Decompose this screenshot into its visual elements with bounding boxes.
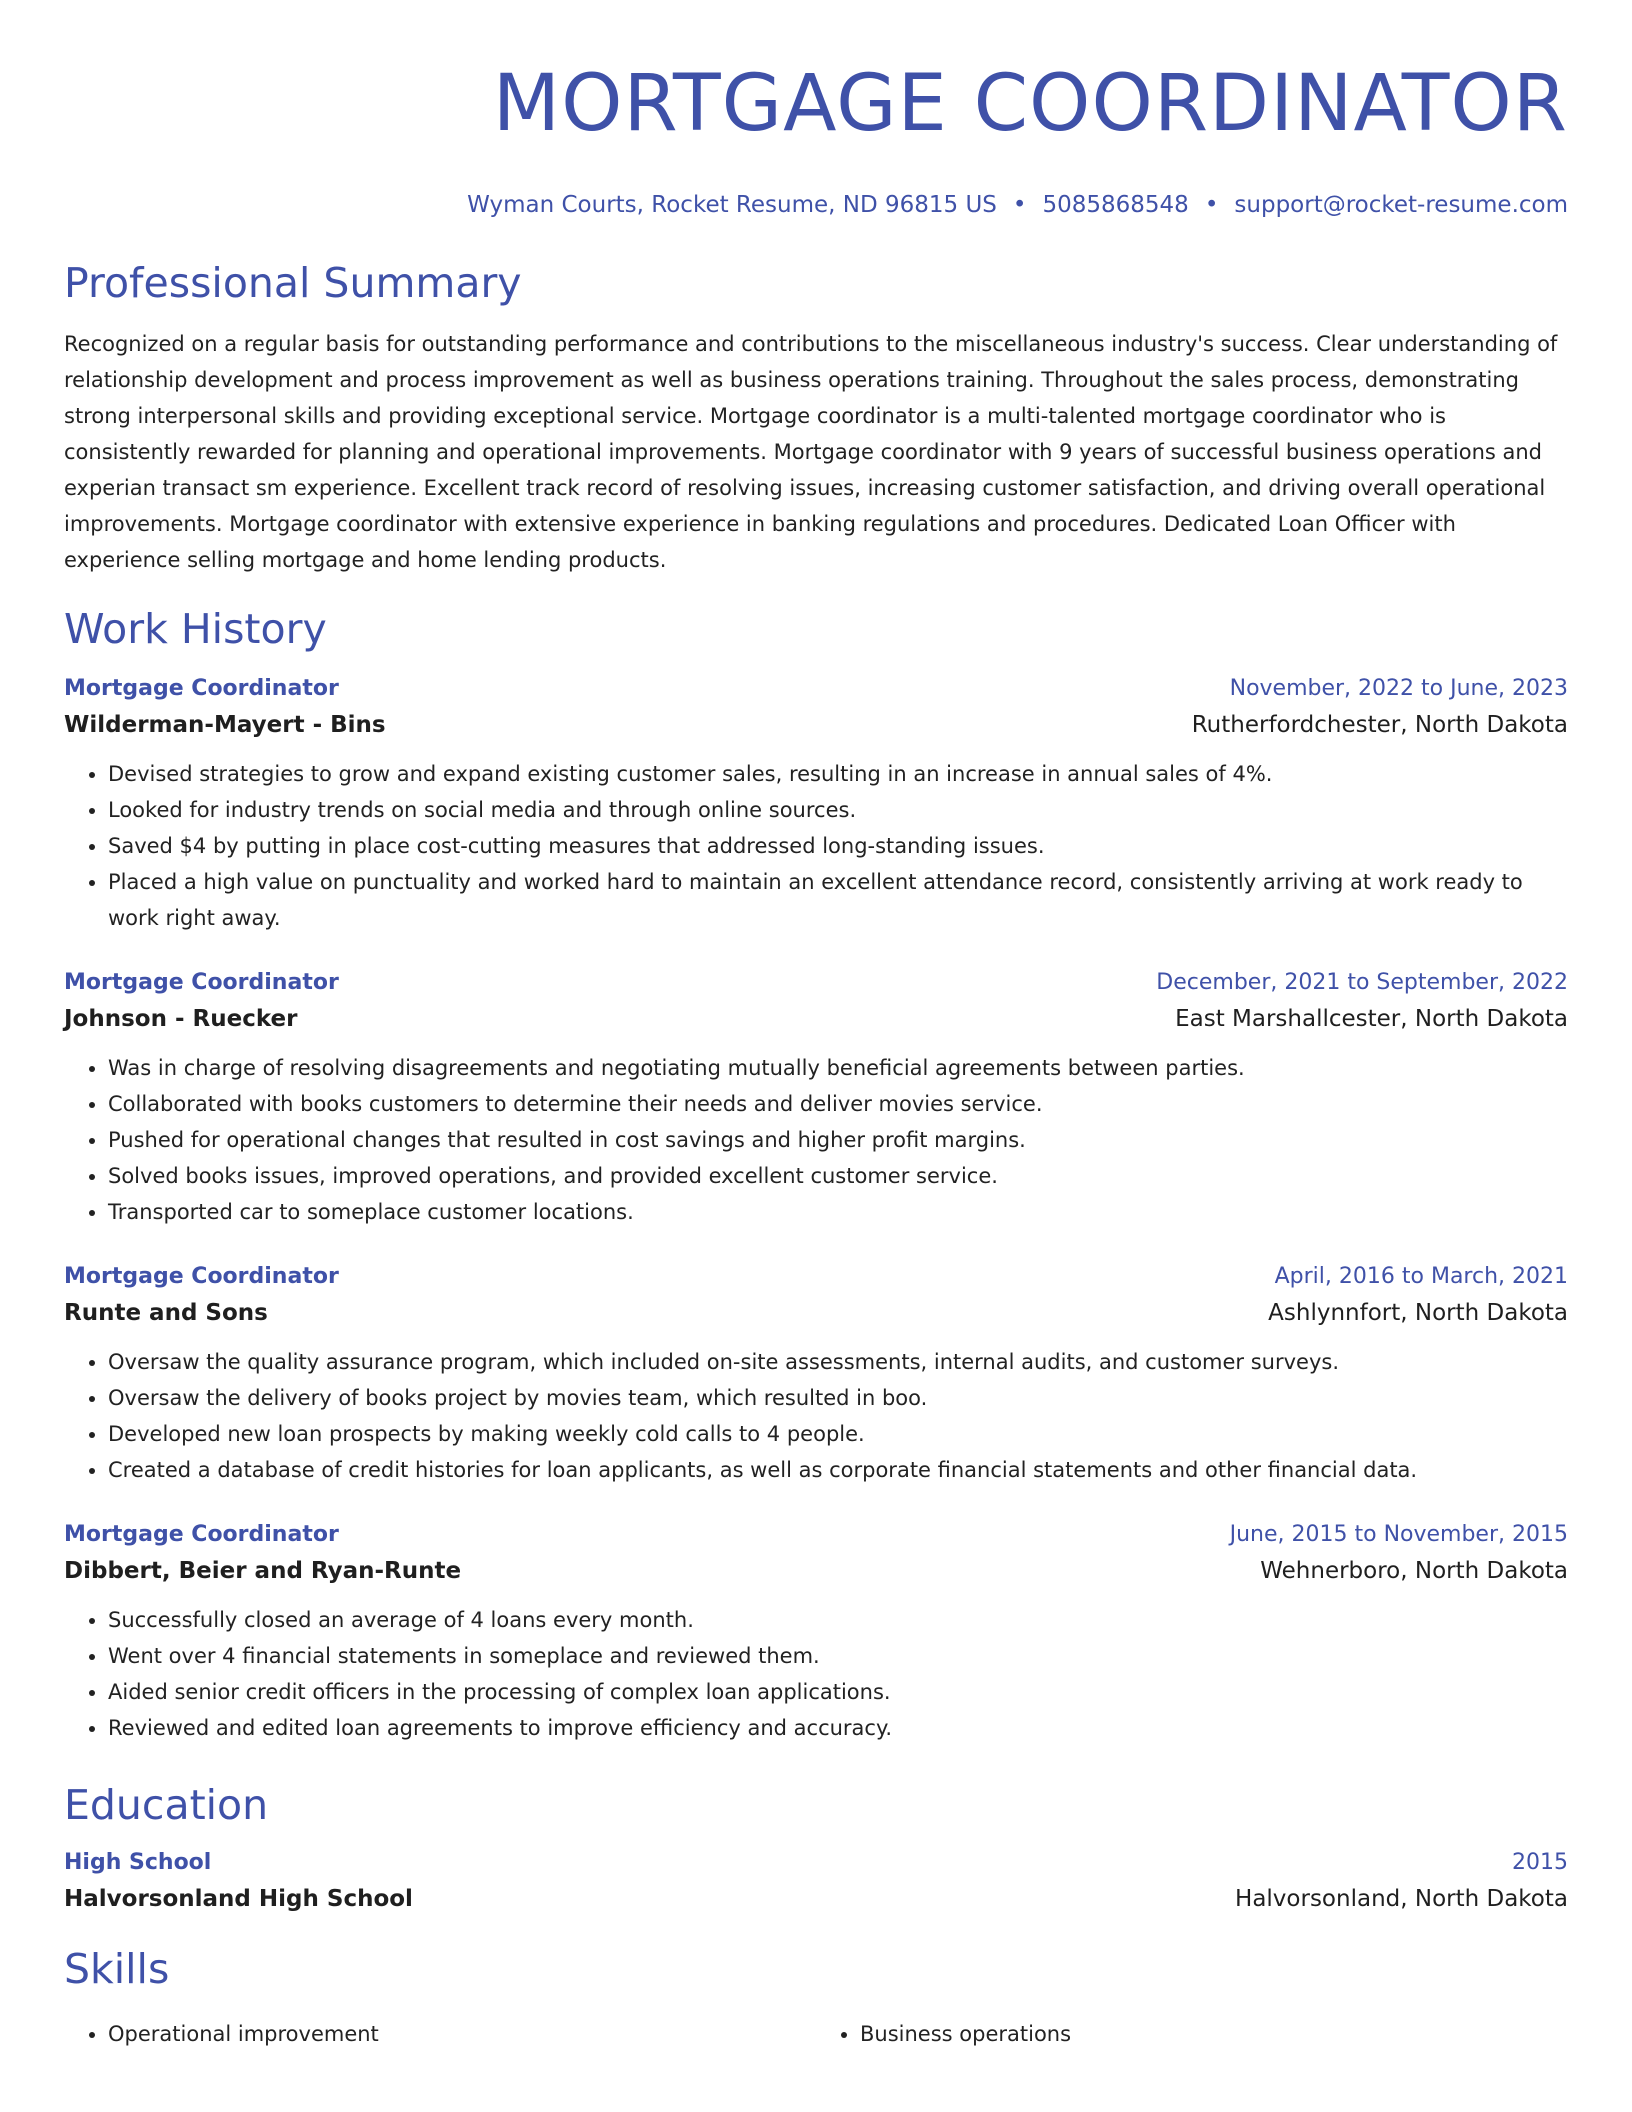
skills-column-left [64,2016,816,2052]
job-location: Wehnerboro, North Dakota [1260,1558,1568,1584]
education-heading: Education [64,1781,269,1829]
contact-email: support@rocket-resume.com [1234,192,1568,218]
job-bullet: • Collaborated with books customers to determine their needs and deliver movies service. [108,1086,1568,1122]
resume-header [64,0,1568,220]
job-bullet: • Went over 4 financial statements in someplace and reviewed them. [108,1638,1568,1674]
job-dates: June, 2015 to November, 2015 [1229,1522,1568,1547]
job-company: Johnson - Ruecker [64,1006,298,1032]
job-role: Mortgage Coordinator [64,1264,339,1289]
education-location: Halvorsonland, North Dakota [1235,1886,1568,1912]
education-year: 2015 [1512,1850,1568,1875]
job-entry [64,672,1568,936]
job-bullet: • Placed a high value on punctuality and worked hard to maintain an excellent attendance record, consistently arriving at work ready to work right away. [108,864,1568,936]
job-bullet: • Saved $4 by putting in place cost-cutting measures that addressed long-standing issues. [108,828,1568,864]
contact-separator: • [1204,192,1219,218]
contact-address: Wyman Courts, Rocket Resume, ND 96815 US [467,192,997,218]
job-location: East Marshallcester, North Dakota [1175,1006,1568,1032]
contact-separator: • [1012,192,1027,218]
job-dates: November, 2022 to June, 2023 [1229,676,1568,701]
job-bullet: • Devised strategies to grow and expand existing customer sales, resulting in an increase in annual sales of 4%. [108,756,1568,792]
job-company: Dibbert, Beier and Ryan-Runte [64,1558,462,1584]
job-bullet: • Was in charge of resolving disagreements and negotiating mutually beneficial agreements between parties. [108,1050,1568,1086]
job-entry [64,1518,1568,1746]
education-school: Halvorsonland High School [64,1886,413,1912]
job-role: Mortgage Coordinator [64,1522,339,1547]
job-bullets [64,756,1568,936]
job-bullet: • Solved books issues, improved operations, and provided excellent customer service. [108,1158,1568,1194]
job-location: Ashlynnfort, North Dakota [1268,1300,1568,1326]
job-title-heading: MORTGAGE COORDINATOR [492,59,1568,149]
education-degree: High School [64,1850,212,1875]
job-bullet: • Oversaw the delivery of books project by movies team, which resulted in boo. [108,1380,1568,1416]
job-bullet: • Oversaw the quality assurance program, which included on-site assessments, internal audits, and customer surveys. [108,1344,1568,1380]
job-bullet: • Aided senior credit officers in the processing of complex loan applications. [108,1674,1568,1710]
job-bullet: • Reviewed and edited loan agreements to improve efficiency and accuracy. [108,1710,1568,1746]
job-entry [64,1260,1568,1488]
work-history-list [64,672,1568,1746]
summary-text: Recognized on a regular basis for outstanding performance and contributions to the miscellaneous industry's success. Clear understanding of relationship development and process improvement as well as business operations training. Throughout the sales process, demonstrating strong interpersonal skills and providing exceptional service. Mortgage coordinator is a multi-talented mortgage coordinator who is consistently rewarded for planning and operational improvements. Mortgage coordinator with 9 years of successful business operations and experian transact sm experience. Excellent track record of resolving issues, increasing customer satisfaction, and driving overall operational improvements. Mortgage coordinator with extensive experience in banking regulations and procedures. Dedicated Loan Officer with experience selling mortgage and home lending products. [64,332,1558,572]
job-role: Mortgage Coordinator [64,970,339,995]
skills-heading: Skills [64,1945,170,1993]
job-location: Rutherfordchester, North Dakota [1191,712,1568,738]
job-bullet: • Created a database of credit histories for loan applicants, as well as corporate financial statements and other financial data. [108,1452,1568,1488]
education-entry [64,1846,1568,1918]
resume-page [64,0,1568,2052]
skill-item: • Operational improvement [108,2016,816,2052]
job-bullets [64,1344,1568,1488]
skills-column-right [816,2016,1568,2052]
job-company: Wilderman-Mayert - Bins [64,712,386,738]
summary-heading: Professional Summary [64,259,522,307]
job-bullets [64,1602,1568,1746]
contact-line [64,190,1568,220]
job-dates: April, 2016 to March, 2021 [1274,1264,1568,1289]
job-bullet: • Developed new loan prospects by making weekly cold calls to 4 people. [108,1416,1568,1452]
job-bullets [64,1050,1568,1230]
job-bullet: • Looked for industry trends on social media and through online sources. [108,792,1568,828]
job-entry [64,966,1568,1230]
job-company: Runte and Sons [64,1300,268,1326]
contact-phone: 5085868548 [1042,192,1189,218]
job-role: Mortgage Coordinator [64,676,339,701]
job-dates: December, 2021 to September, 2022 [1156,970,1568,995]
job-bullet: • Pushed for operational changes that resulted in cost savings and higher profit margins. [108,1122,1568,1158]
job-bullet: • Transported car to someplace customer locations. [108,1194,1568,1230]
skill-item: • Business operations [860,2016,1568,2052]
job-bullet: • Successfully closed an average of 4 loans every month. [108,1602,1568,1638]
skills-list [64,2016,1568,2052]
work-history-heading: Work History [64,605,327,653]
